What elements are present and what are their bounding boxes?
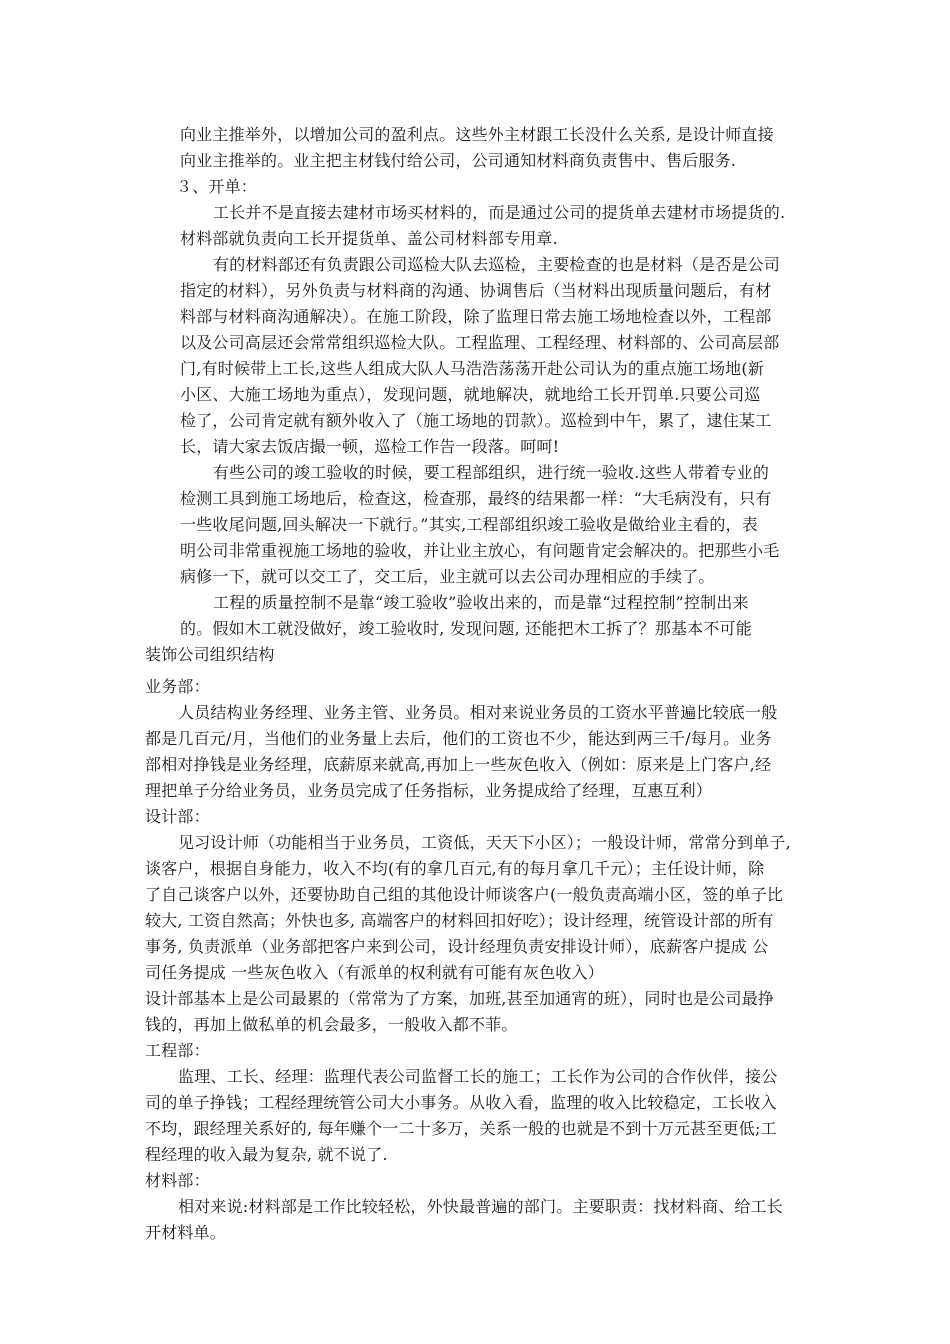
section-heading-business: 业务部： [145, 677, 210, 696]
text-line: 谈客户，根据自身能力，收入不均(有的拿几百元,有的每月拿几千元）；主任设计师，除 [145, 859, 765, 878]
text-line: 程经理的收入最为复杂, 就不说了. [145, 1145, 388, 1164]
text-line: 司的单子挣钱；工程经理统管公司大小事务。从收入看，监理的收入比较稳定，工长收入 [145, 1093, 777, 1112]
text-line: 见习设计师（功能相当于业务员，工资低，天天下小区）；一般设计师，常常分到单子, [178, 833, 791, 852]
text-line: 相对来说:材料部是工作比较轻松，外快最普遍的部门。主要职责：找材料商、给工长 [178, 1197, 783, 1216]
text-line: 设计部基本上是公司最累的（常常为了方案，加班,甚至加通宵的班），同时也是公司最挣 [145, 989, 775, 1008]
section-heading-engineering: 工程部： [145, 1041, 210, 1060]
text-line: 工程的质量控制不是靠“竣工验收”验收出来的，而是靠“过程控制”控制出来 [213, 593, 749, 612]
text-line: 不均，跟经理关系好的, 每年赚个一二十多万，关系一般的也就是不到十万元甚至更低;工 [145, 1119, 777, 1138]
text-line: 司任务提成 一些灰色收入（有派单的权利就有可能有灰色收入） [145, 963, 604, 982]
text-line: 部相对挣钱是业务经理，底薪原来就高,再加上一些灰色收入（例如：原来是上门客户,经 [145, 755, 772, 774]
section-heading-kaidan: ３、开单： [176, 177, 258, 196]
text-line: 钱的，再加上做私单的机会最多，一般收入都不菲。 [145, 1015, 518, 1034]
text-line: 材料部就负责向工长开提货单、盖公司材料部专用章. [180, 229, 558, 248]
text-line: 以及公司高层还会常常组织巡检大队。工程监理、工程经理、材料部的、公司高层部 [180, 333, 780, 352]
section-heading-design: 设计部： [145, 807, 210, 826]
text-line: 都是几百元/月，当他们的业务量上去后，他们的工资也不少，能达到两三千/每月。业务 [145, 729, 772, 748]
text-line: 理把单子分给业务员，业务员完成了任务指标，业务提成给了经理，互惠互利） [145, 781, 713, 800]
text-line: 人员结构业务经理、业务主管、业务员。相对来说业务员的工资水平普遍比较底一般 [178, 703, 778, 722]
text-line: 事务, 负责派单（业务部把客户来到公司，设计经理负责安排设计师），底薪客户提成 公 [145, 937, 769, 956]
text-line: 明公司非常重视施工场地的验收，并让业主放心，有问题肯定会解决的。把那些小毛 [180, 541, 780, 560]
text-line: 的。假如木工就没做好，竣工验收时, 发现问题, 还能把木工拆了？那基本不可能 [180, 619, 752, 638]
text-line: 检测工具到施工场地后，检查这，检查那，最终的结果都一样：“大毛病没有，只有 [180, 489, 772, 508]
text-line: 料部与材料商沟通解决）。在施工阶段，除了监理日常去施工场地检查以外，工程部 [180, 307, 772, 326]
text-line: 工长并不是直接去建材市场买材料的，而是通过公司的提货单去建材市场提货的. [213, 203, 786, 222]
text-line: 长，请大家去饭店撮一顿，巡检工作告一段落。呵呵! [180, 437, 560, 456]
section-heading-materials: 材料部： [145, 1171, 210, 1190]
text-line: 较大, 工资自然高；外快也多, 高端客户的材料回扣好吃）；设计经理，统管设计部的所有 [145, 911, 774, 930]
text-line: 指定的材料），另外负责与材料商的沟通、协调售后（当材料出现质量问题后，有材 [180, 281, 772, 300]
text-line: 开材料单。 [145, 1223, 227, 1242]
text-line: 一些收尾问题,回头解决一下就行。”其实,工程部组织竣工验收是做给业主看的，表 [180, 515, 758, 534]
text-line: 向业主推举的。业主把主材钱付给公司，公司通知材料商负责售中、售后服务. [180, 151, 737, 170]
text-line: 检了，公司肯定就有额外收入了（施工场地的罚款）。巡检到中午，累了，逮住某工 [180, 411, 772, 430]
text-line: 有的材料部还有负责跟公司巡检大队去巡检，主要检查的也是材料（是否是公司 [213, 255, 781, 274]
text-line: 小区、大施工场地为重点），发现问题，就地解决，就地给工长开罚单.只要公司巡 [180, 385, 761, 404]
section-title-org-structure: 装饰公司组织结构 [145, 645, 275, 664]
text-line: 病修一下，就可以交工了，交工后，业主就可以去公司办理相应的手续了。 [180, 567, 715, 586]
text-line: 有些公司的竣工验收的时候，要工程部组织，进行统一验收.这些人带着专业的 [213, 463, 770, 482]
text-line: 向业主推举外，以增加公司的盈利点。这些外主材跟工长没什么关系, 是设计师直接 [180, 125, 774, 144]
text-line: 了自己谈客户以外，还要协助自己组的其他设计师谈客户(一般负责高端小区，签的单子比 [145, 885, 784, 904]
text-line: 监理、工长、经理：监理代表公司监督工长的施工；工长作为公司的合作伙伴，接公 [178, 1067, 778, 1086]
text-line: 门,有时候带上工长,这些人组成大队人马浩浩荡荡开赴公司认为的重点施工场地(新 [180, 359, 765, 378]
